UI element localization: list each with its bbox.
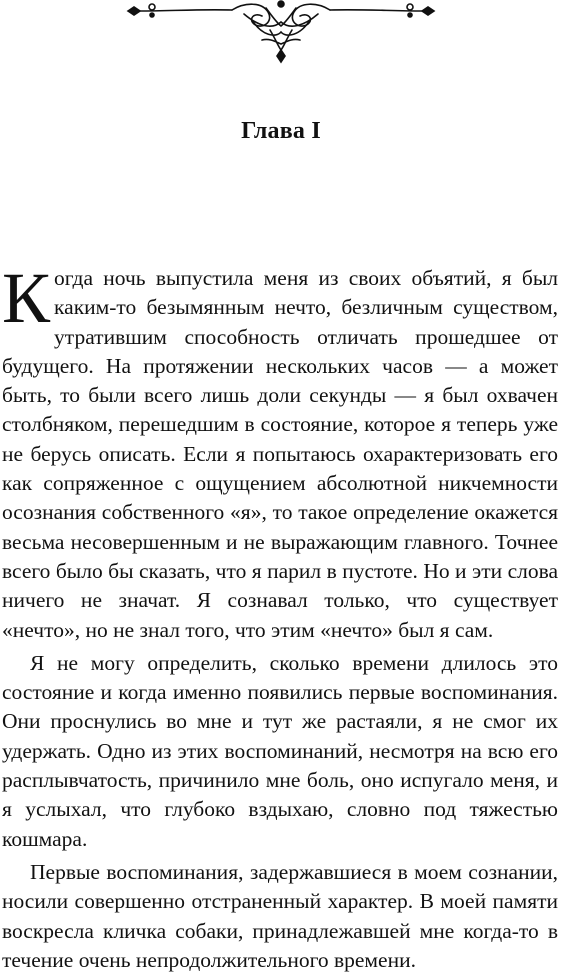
text-body [2,258,558,979]
header-ornament [0,0,562,70]
paragraph [2,258,558,645]
paragraph-text: Первые воспоминания, задержавшиеся в моем сознании, носили совершенно отстраненный характер. В моей памяти воскресла кличка собаки, принадлежавшей мне когда-то в течение очень непродолжительного времени. [2,859,558,972]
drop-cap: К [2,258,51,338]
paragraph-text: Я не могу определить, сколько времени длилось это состояние и когда именно появились первые воспоминания. Они проснулись во мне и тут же растаяли, я не смог их удержать. Одно из этих воспоминаний, несмотря на всю его расплывчатость, причинило мне боль, оно испугало меня, и я услыхал, что глубоко вздыхаю, словно под тяжестью кошмара. [2,650,558,851]
paragraph-text: огда ночь выпустила меня из своих объятий, я был каким-то безымянным нечто, безличным существом, утратившим способность отличать прошедшее от будущего. На протяжении нескольких часов — а может быть, то были всего лишь доли секунды — я был охвачен столбняком, перешедшим в состояние, которое я теперь уже не берусь описать. Если я попытаюсь охарактеризовать его как сопряженное с ощущением абсолютной никчемности осознания собственного «я», то такое определение окажется весьма несовершенным и не выражающим главного. Точнее всего было бы сказать, что я парил в пустоте. Но и эти слова ничего не значат. Я сознавал только, что существует «нечто», но не знал того, что этим «нечто» был я сам. [2,266,558,642]
chapter-title: Глава I [241,118,321,144]
paragraph [2,649,558,854]
paragraph [2,858,558,975]
